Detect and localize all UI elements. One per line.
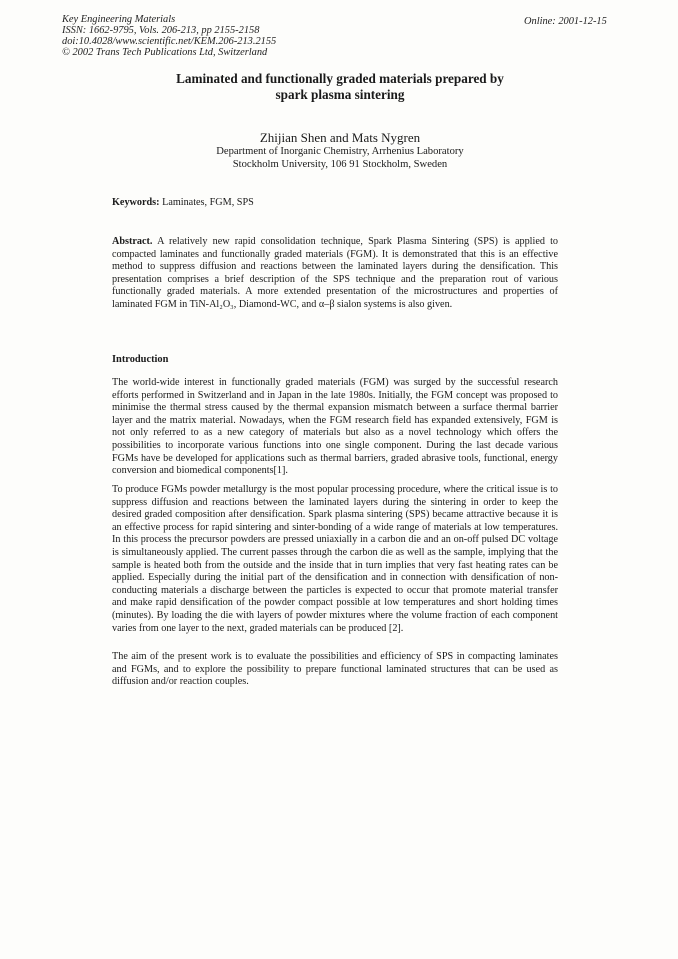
intro-paragraph-1: The world-wide interest in functionally graded materials (FGM) was surged by the successful research efforts performed in Switzerland and in Japan in the late 1980s. Initially, the FGM concept was proposed to minimise the thermal stress caused by the thermal expansion mismatch between a surface thermal barrier layer and the matrix material. Nowadays, when the FGM research field has expanded extensively, FGM is not only referred to as a new category of materials but also as a novel technology which offers the possibilities to incorporate various functions into one single component. During the last decade various FGMs have be developed for applications such as thermal barriers, graded abrasive tools, functional, energy conversion and biomedical components[1]. (112, 377, 558, 477)
online-date: Online: 2001-12-15 (524, 16, 607, 27)
keywords-text: Laminates, FGM, SPS (162, 197, 254, 208)
keywords-label: Keywords: (112, 197, 160, 208)
affiliation (140, 145, 540, 171)
abstract-label: Abstract. (112, 236, 153, 247)
journal-header (62, 14, 276, 58)
doi-link[interactable]: doi:10.4028/www.scientific.net/KEM.206-213.2155 (62, 36, 277, 47)
issn-line: ISSN: 1662-9795, Vols. 206-213, pp 2155-2158 (62, 25, 260, 36)
title-line-2: spark plasma sintering (275, 87, 405, 102)
copyright-line: © 2002 Trans Tech Publications Ltd, Switzerland (62, 47, 268, 58)
abstract (112, 236, 558, 312)
section-heading-introduction: Introduction (112, 354, 169, 365)
journal-name: Key Engineering Materials (62, 14, 176, 25)
paper-title (110, 71, 570, 103)
abstract-text: A relatively new rapid consolidation technique, Spark Plasma Sintering (SPS) is applied to compacted laminates and functionally graded materials (FGM). It is demonstrated that this is an effective method to suppress diffusion and reactions between the laminated layers during the densification. This presentation comprises a brief description of the SPS technique and the preparation rout of various functionally graded materials. A more extended presentation of the microstructures and properties of laminated FGM in TiN-Al₂O₃, Diamond-WC, and α–β sialon systems is also given. (112, 236, 559, 310)
authors: Zhijian Shen and Mats Nygren (259, 130, 421, 145)
affiliation-line-1: Department of Inorganic Chemistry, Arrhenius Laboratory (216, 146, 464, 157)
intro-paragraph-2: To produce FGMs powder metallurgy is the most popular processing procedure, where the critical issue is to suppress diffusion and reactions between the laminated layers during the sintering in order to keep the desired graded composition after densification. Spark plasma sintering (SPS) became attractive because it is an effective process for rapid sintering and sinter-bonding of a wide range of materials at low temperatures. In this process the precursor powders are pressed uniaxially in a carbon die and an on-off pulsed DC voltage is simultaneously applied. The current passes through the carbon die as well as the sample, implying that the sample is heated both from the outside and the inside that in turn implies that very fast heating rates can be applied. Especially during the initial part of the densification and in connection with densification of non-conducting materials a discharge between the particles is expected to occur that promote material transfer and make rapid densification of the powder compact possible at low temperatures and short holding times (minutes). By loading the die with layers of powder mixtures where the volume fraction of each component varies from one layer to the next, graded materials can be produced [2]. (112, 484, 558, 634)
keywords (112, 197, 558, 210)
affiliation-line-2: Stockholm University, 106 91 Stockholm, Sweden (232, 159, 448, 170)
title-line-1: Laminated and functionally graded materials prepared by (176, 71, 504, 86)
intro-paragraph-3: The aim of the present work is to evaluate the possibilities and efficiency of SPS in compacting laminates and FGMs, and to explore the possibility to prepare functional laminated structures that can be used as diffusion and/or reaction couples. (112, 651, 558, 688)
